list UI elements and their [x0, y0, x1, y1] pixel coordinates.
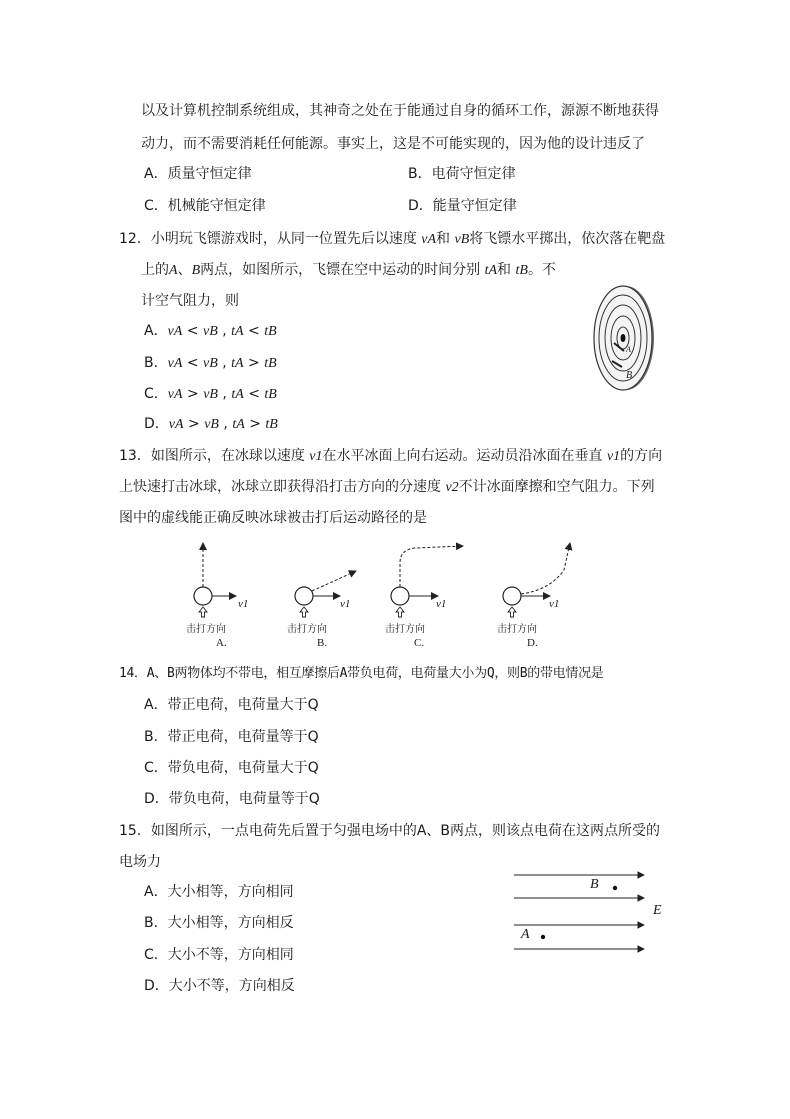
q13-panel-a: [194, 543, 236, 617]
puck-b: [295, 587, 313, 605]
var-tb: tB: [515, 263, 528, 278]
panel-c-v-label: v1: [436, 598, 447, 610]
hit-arrow-c: [396, 607, 404, 617]
q15-stem-line2: 电场力: [119, 854, 161, 870]
point-b: [613, 886, 617, 890]
panel-b-v-label: v1: [340, 598, 351, 610]
panel-d-letter: D.: [527, 637, 538, 649]
puck-c: [391, 587, 409, 605]
q15-option-b: B．大小相等，方向相反: [144, 915, 294, 931]
path-d: [521, 543, 570, 594]
panel-c-dir-label: 击打方向: [385, 624, 425, 635]
point-a: [541, 935, 545, 939]
var-ta: tA: [484, 263, 498, 278]
bullseye: [621, 334, 626, 342]
q13-panel-d: [503, 543, 570, 617]
q14-stem: 14．A、B两物体均不带电，相互摩擦后A带负电荷，电荷量大小为Q，则B的带电情况是: [119, 666, 604, 681]
q12-stem-line3: 计空气阻力，则: [141, 293, 239, 309]
q15-option-d: D．大小不等，方向相反: [144, 978, 295, 994]
hit-arrow-d: [508, 607, 516, 617]
panel-b-letter: B.: [317, 637, 328, 649]
panel-a-letter: A.: [216, 637, 227, 649]
q12-option-d: D．vA > vB , tA > tB: [144, 416, 278, 432]
hit-arrow-a: [199, 607, 207, 617]
q13-stem-line3: 图中的虚线能正确反映冰球被击打后运动路径的是: [119, 510, 427, 526]
q12-stem-line1: 12．小明玩飞镖游戏时，从同一位置先后以速度 vA和 vB将飞镖水平掷出，依次落在靶盘: [119, 231, 666, 247]
field-label-a: A: [521, 927, 530, 942]
q11-option-a: A．质量守恒定律: [144, 166, 252, 182]
q12-option-c: C．vA > vB , tA < tB: [144, 386, 277, 402]
q13-panel-b: [295, 571, 356, 617]
field-label-b: B: [590, 877, 599, 892]
panel-d-dir-label: 击打方向: [497, 624, 537, 635]
q11-stem-line2: 动力，而不需要消耗任何能源。事实上，这是不可能实现的，因为他的设计违反了: [141, 136, 645, 152]
q13-stem-line1: 13．如图所示，在冰球以速度 v1在水平冰面上向右运动。运动员沿冰面在垂直 v1的方向: [119, 448, 663, 464]
q12-option-b: B．vA < vB , tA > tB: [144, 355, 277, 371]
path-c: [400, 546, 463, 587]
q12-option-a: A．vA < vB , tA < tB: [144, 323, 277, 339]
q11-stem-line1: 以及计算机控制系统组成，其神奇之处在于能通过自身的循环工作，源源不断地获得: [141, 103, 659, 119]
puck-d: [503, 587, 521, 605]
q11-option-b: B．电荷守恒定律: [408, 166, 516, 182]
electric-field-figure: [512, 868, 652, 958]
panel-b-dir-label: 击打方向: [287, 624, 327, 635]
q12-stem-line2: 上的A、B两点，如图所示，飞镖在空中运动的时间分别 tA和 tB。不: [141, 262, 556, 278]
var-va: vA: [421, 232, 437, 247]
q14-option-a: A．带正电荷，电荷量大于Q: [144, 697, 319, 713]
q13-stem-line2: 上快速打击冰球，冰球立即获得沿打击方向的分速度 v2不计冰面摩擦和空气阻力。下列: [119, 479, 655, 495]
q14-option-b: B．带正电荷，电荷量等于Q: [144, 729, 319, 745]
field-label-e: E: [653, 903, 662, 918]
q15-stem-line1: 15．如图所示，一点电荷先后置于匀强电场中的A、B两点，则该点电荷在这两点所受的: [119, 823, 660, 839]
puck-a: [194, 587, 212, 605]
q13-panel-c: [391, 546, 463, 617]
q11-option-c: C．机械能守恒定律: [144, 198, 266, 214]
dartboard-figure: [588, 283, 658, 393]
var-vb: vB: [454, 232, 470, 247]
q15-option-a: A．大小相等，方向相同: [144, 884, 294, 900]
q14-option-d: D．带负电荷，电荷量等于Q: [144, 791, 320, 807]
q14-option-c: C．带负电荷，电荷量大于Q: [144, 760, 319, 776]
panel-d-v-label: v1: [549, 598, 560, 610]
path-b: [312, 571, 356, 591]
dartboard-label-b: B: [626, 370, 633, 381]
panel-c-letter: C.: [414, 637, 425, 649]
hit-arrow-b: [300, 607, 308, 617]
q15-option-c: C．大小不等，方向相同: [144, 947, 294, 963]
dartboard-label-a: A: [626, 345, 631, 354]
q11-option-d: D．能量守恒定律: [408, 198, 517, 214]
panel-a-dir-label: 击打方向: [186, 624, 226, 635]
panel-a-v-label: v1: [238, 598, 249, 610]
